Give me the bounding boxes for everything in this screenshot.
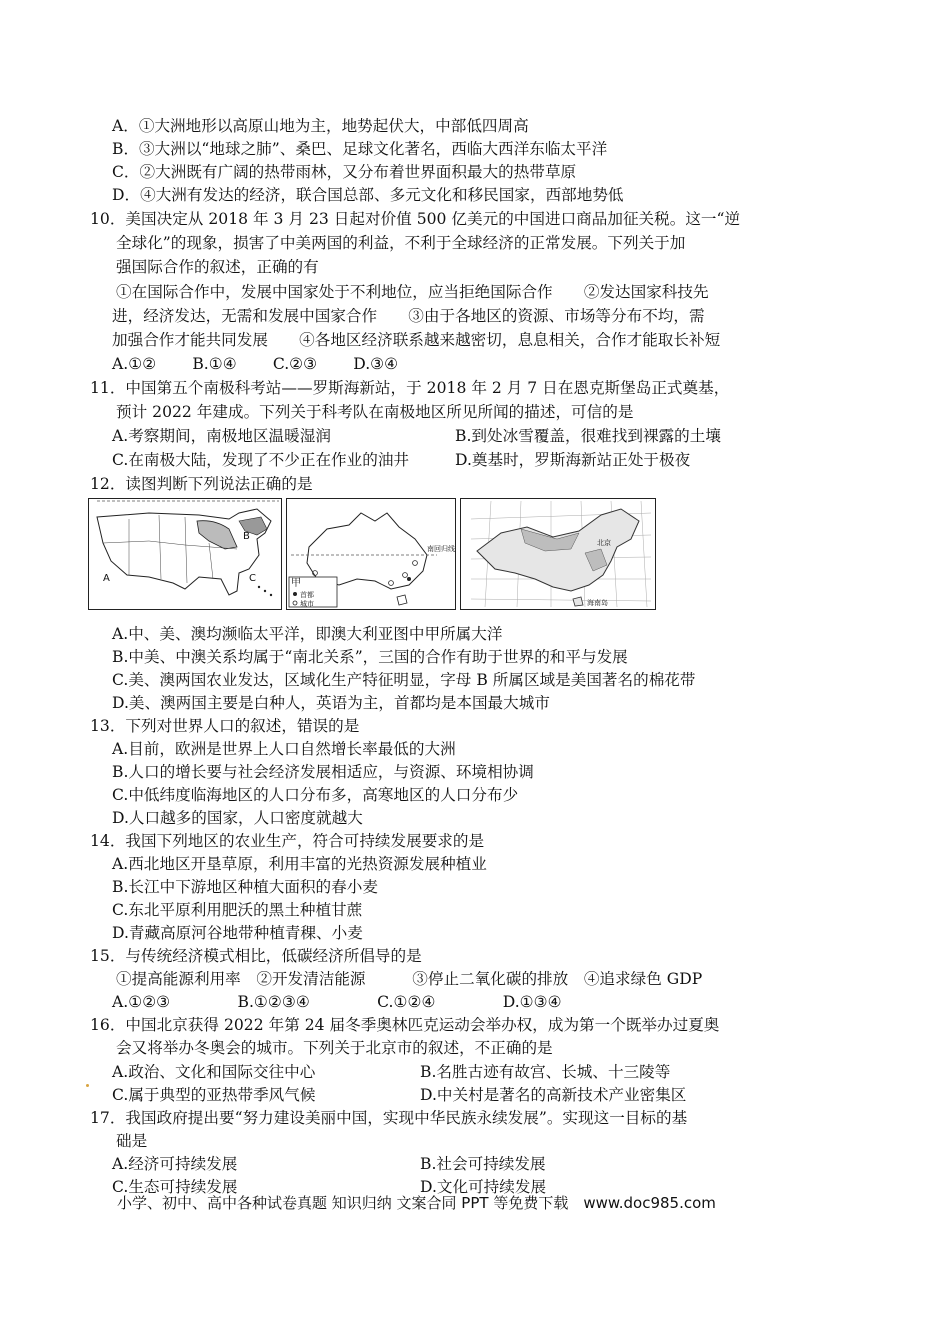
china-map-drawing	[461, 499, 655, 609]
australia-tropic-label: 南回归线	[427, 545, 455, 553]
q13-stem: 13．下列对世界人口的叙述，错误的是	[90, 717, 360, 735]
q10-statement-line2: 进，经济发达，无需和发展中国家合作 ③由于各地区的资源、市场等分布不均，需	[112, 307, 705, 325]
q10-stem-line2: 全球化”的现象，损害了中美两国的利益，不利于全球经济的正常发展。下列关于加	[116, 234, 686, 252]
q12-option-b: B.中美、中澳关系均属于“南北关系”，三国的合作有助于世界的和平与发展	[112, 648, 628, 666]
q9-option-c: C．②大洲既有广阔的热带雨林，又分布着世界面积最大的热带草原	[112, 163, 577, 181]
usa-label-a: A	[103, 573, 110, 584]
q14-option-b: B.长江中下游地区种植大面积的春小麦	[112, 878, 378, 896]
q11-option-c: C.在南极大陆，发现了不少正在作业的油井	[112, 451, 410, 469]
q10-stem-line1: 10．美国决定从 2018 年 3 月 23 日起对价值 500 亿美元的中国进口商品加征关税。这一“逆	[90, 210, 741, 228]
q15-statements: ①提高能源利用率 ②开发清洁能源 ③停止二氧化碳的排放 ④追求绿色 GDP	[116, 970, 703, 988]
q17-stem-line2: 础是	[116, 1132, 148, 1150]
q17-stem-line1: 17．我国政府提出要“努力建设美丽中国，实现中华民族永续发展”。实现这一目标的基	[90, 1109, 688, 1127]
q15-options: A.①②③ B.①②③④ C.①②④ D.①③④	[112, 993, 562, 1011]
usa-label-b: B	[243, 531, 250, 542]
q14-stem: 14．我国下列地区的农业生产，符合可持续发展要求的是	[90, 832, 485, 850]
q12-option-a: A.中、美、澳均濒临太平洋，即澳大利亚图中甲所属大洋	[112, 625, 503, 643]
q11-stem-line1: 11．中国第五个南极科考站——罗斯海新站，于 2018 年 2 月 7 日在恩克斯堡岛正式奠基，	[90, 379, 730, 397]
australia-label-jia: 甲	[291, 578, 301, 589]
usa-map-drawing	[89, 499, 281, 609]
q15-stem: 15．与传统经济模式相比，低碳经济所倡导的是	[90, 947, 422, 965]
usa-label-c: C	[249, 573, 256, 584]
q17-option-d: D.文化可持续发展	[420, 1178, 547, 1196]
q13-option-d: D.人口越多的国家，人口密度就越大	[112, 809, 363, 827]
china-map	[460, 498, 656, 610]
page-footer: 小学、初中、高中各种试卷真题 知识归纳 文案合同 PPT 等免费下载 www.doc985.com	[117, 1194, 716, 1212]
legend-capital-label: 首都	[300, 591, 314, 599]
q11-option-d: D.奠基时，罗斯海新站正处于极夜	[455, 451, 691, 469]
q16-option-d: D.中关村是著名的高新技术产业密集区	[420, 1086, 687, 1104]
q9-option-b: B．③大洲以“地球之肺”、桑巴、足球文化著名，西临大西洋东临太平洋	[112, 140, 608, 158]
q16-stem-line2: 会又将举办冬奥会的城市。下列关于北京市的叙述，不正确的是	[116, 1039, 553, 1057]
q17-option-c: C.生态可持续发展	[112, 1178, 238, 1196]
q16-option-a: A.政治、文化和国际交往中心	[112, 1063, 316, 1081]
q13-option-a: A.目前，欧洲是世界上人口自然增长率最低的大洲	[112, 740, 456, 758]
scan-dot	[86, 1084, 89, 1087]
q17-option-b: B.社会可持续发展	[420, 1155, 546, 1173]
china-label-beijing: 北京	[597, 539, 611, 547]
q9-option-a: A．①大洲地形以高原山地为主，地势起伏大，中部低四周高	[112, 117, 529, 135]
q10-options: A.①② B.①④ C.②③ D.③④	[112, 355, 399, 373]
australia-map	[286, 498, 456, 610]
china-label-hainan: 海南岛	[587, 599, 608, 607]
q11-option-b: B.到处冰雪覆盖，很难找到裸露的土壤	[455, 427, 721, 445]
q16-stem-line1: 16．中国北京获得 2022 年第 24 届冬季奥林匹克运动会举办权，成为第一个既举办过夏奥	[90, 1016, 720, 1034]
q14-option-a: A.西北地区开垦草原，利用丰富的光热资源发展种植业	[112, 855, 487, 873]
q14-option-d: D.青藏高原河谷地带种植青稞、小麦	[112, 924, 363, 942]
q13-option-b: B.人口的增长要与社会经济发展相适应，与资源、环境相协调	[112, 763, 534, 781]
q11-option-a: A.考察期间，南极地区温暖湿润	[112, 427, 331, 445]
q13-option-c: C.中低纬度临海地区的人口分布多，高寒地区的人口分布少	[112, 786, 519, 804]
q12-option-c: C.美、澳两国农业发达，区域化生产特征明显，字母 B 所属区域是美国著名的棉花带	[112, 671, 696, 689]
australia-map-drawing	[287, 499, 455, 609]
q12-option-d: D.美、澳两国主要是白种人，英语为主，首都均是本国最大城市	[112, 694, 550, 712]
q12-stem: 12．读图判断下列说法正确的是	[90, 475, 313, 493]
q10-statement-line1: ①在国际合作中，发展中国家处于不利地位，应当拒绝国际合作 ②发达国家科技先	[116, 283, 709, 301]
q10-statement-line3: 加强合作才能共同发展 ④各地区经济联系越来越密切，息息相关，合作才能取长补短	[112, 331, 721, 349]
q17-option-a: A.经济可持续发展	[112, 1155, 238, 1173]
usa-map	[88, 498, 282, 610]
q16-option-b: B.名胜古迹有故宫、长城、十三陵等	[420, 1063, 671, 1081]
q14-option-c: C.东北平原利用肥沃的黑土种植甘蔗	[112, 901, 363, 919]
q11-stem-line2: 预计 2022 年建成。下列关于科考队在南极地区所见所闻的描述，可信的是	[116, 403, 634, 421]
q10-stem-line3: 强国际合作的叙述，正确的有	[116, 258, 319, 276]
legend-city-label: 城市	[300, 600, 314, 608]
q16-option-c: C.属于典型的亚热带季风气候	[112, 1086, 316, 1104]
q9-option-d: D．④大洲有发达的经济，联合国总部、多元文化和移民国家，西部地势低	[112, 186, 624, 204]
